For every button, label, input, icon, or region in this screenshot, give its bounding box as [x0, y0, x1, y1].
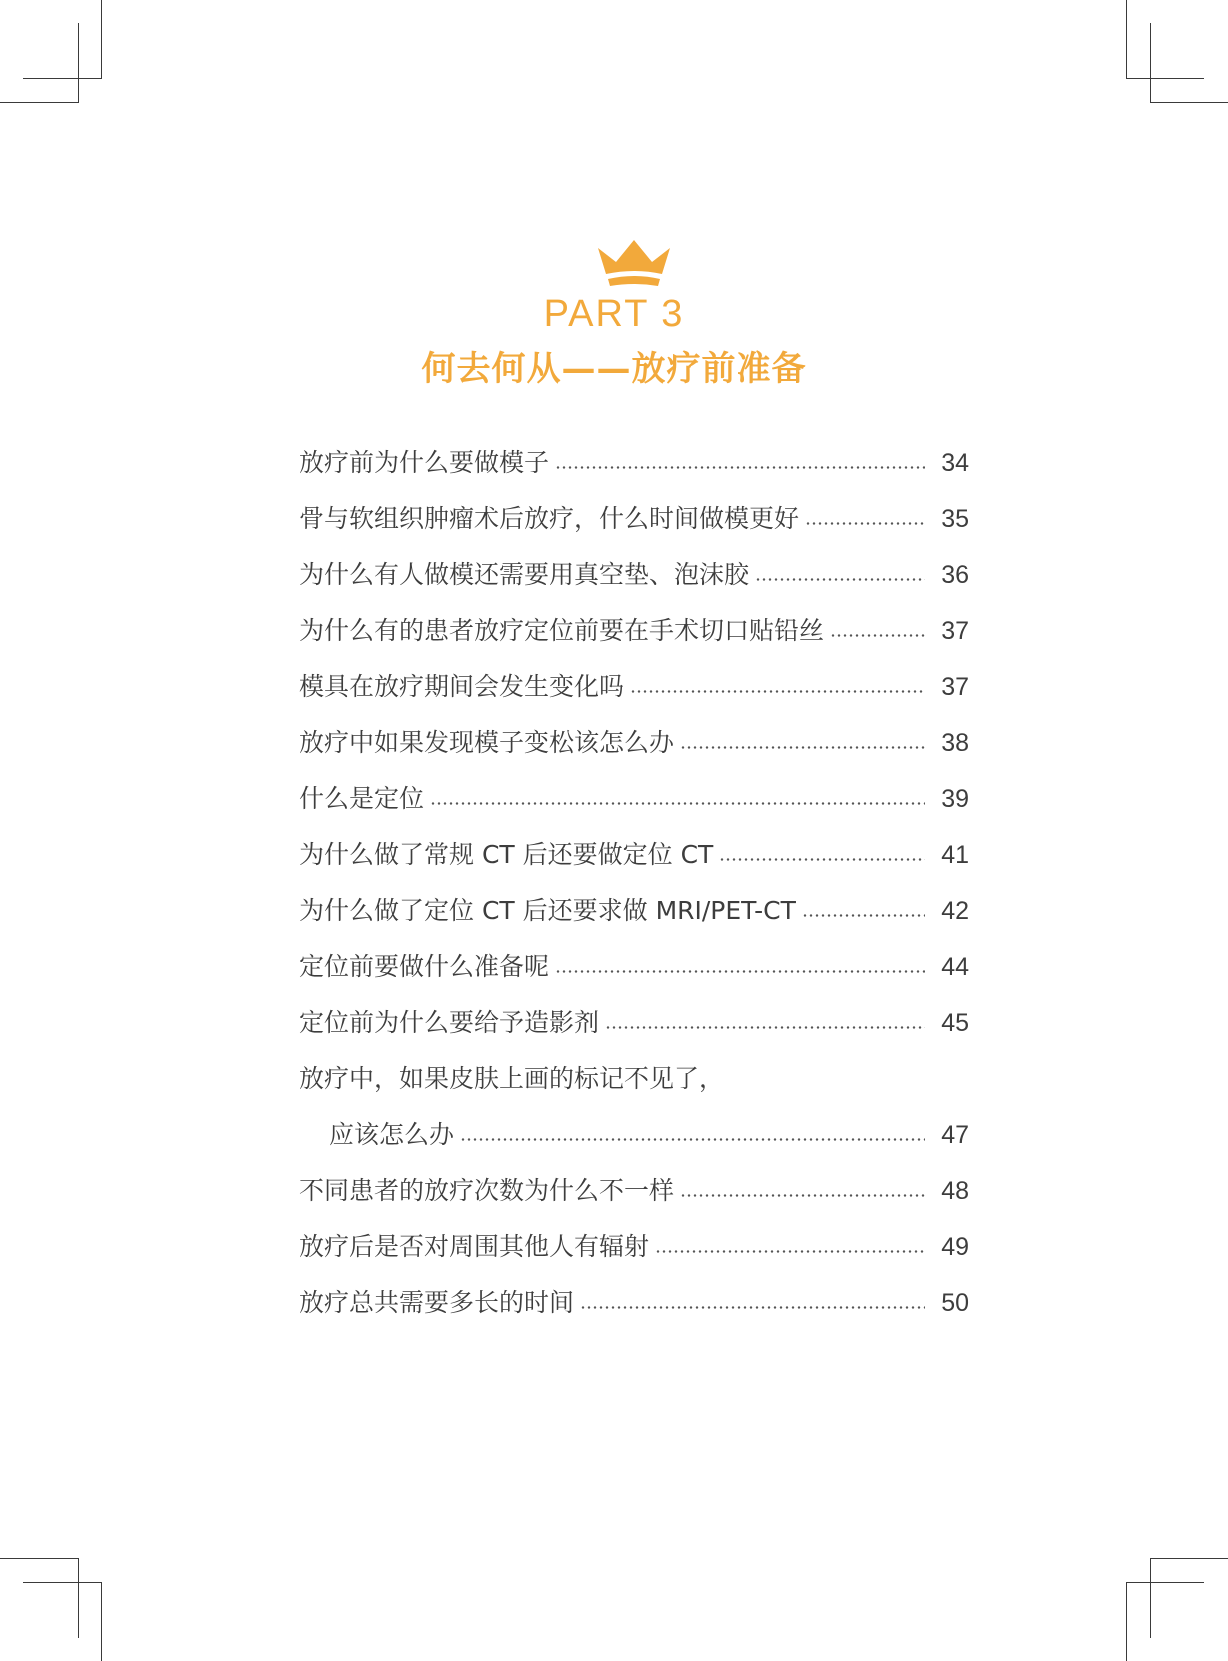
toc-leader-dots	[680, 746, 925, 749]
toc-leader-dots	[805, 522, 925, 525]
toc-leader-dots	[460, 1138, 925, 1141]
toc-entry-page-number: 50	[941, 1289, 969, 1317]
toc-entry-page-number: 45	[941, 1009, 969, 1037]
toc-entry-page-number: 35	[941, 505, 969, 533]
crop-mark-bottom-right	[1150, 1558, 1228, 1559]
toc-entry-title: 放疗前为什么要做模子	[299, 448, 550, 477]
part-label: PART 3	[543, 293, 685, 335]
toc-entry-page-number: 42	[941, 897, 969, 925]
toc-entry[interactable]	[299, 603, 969, 659]
toc-entry-title: 为什么做了常规 CT 后还要做定位 CT	[299, 840, 714, 869]
toc-leader-dots	[755, 578, 925, 581]
table-of-contents	[299, 435, 969, 1331]
crop-mark-top-right	[1126, 78, 1204, 79]
toc-entry-title: 定位前为什么要给予造影剂	[299, 1008, 600, 1037]
toc-entry-title: 放疗总共需要多长的时间	[299, 1288, 575, 1317]
crop-mark-top-right	[1150, 23, 1151, 103]
toc-leader-dots	[655, 1250, 925, 1253]
toc-entry-title: 为什么有的患者放疗定位前要在手术切口贴铅丝	[299, 616, 825, 645]
toc-entry[interactable]	[299, 1275, 969, 1331]
toc-entry[interactable]	[299, 715, 969, 771]
toc-leader-dots	[555, 466, 925, 469]
crown-icon	[596, 238, 672, 290]
toc-leader-dots	[580, 1306, 925, 1309]
toc-entry-title: 骨与软组织肿瘤术后放疗，什么时间做模更好	[299, 504, 800, 533]
toc-entry[interactable]	[299, 1051, 969, 1107]
toc-entry-page-number: 39	[941, 785, 969, 813]
toc-entry[interactable]	[299, 771, 969, 827]
crop-mark-bottom-right	[1150, 1558, 1151, 1638]
toc-entry-title: 放疗中，如果皮肤上画的标记不见了，	[299, 1064, 725, 1093]
crop-mark-top-right	[1150, 102, 1228, 103]
toc-entry-page-number: 49	[941, 1233, 969, 1261]
toc-entry[interactable]	[299, 1163, 969, 1219]
toc-entry-title: 定位前要做什么准备呢	[299, 952, 550, 981]
toc-entry-page-number: 44	[941, 953, 969, 981]
crop-mark-top-left	[0, 102, 78, 103]
toc-entry[interactable]	[299, 547, 969, 603]
crop-mark-top-left	[101, 0, 102, 79]
toc-leader-dots	[802, 914, 925, 917]
toc-entry[interactable]	[299, 1107, 969, 1163]
toc-entry-title: 什么是定位	[299, 784, 425, 813]
toc-entry-page-number: 34	[941, 449, 969, 477]
toc-entry-title: 为什么有人做模还需要用真空垫、泡沫胶	[299, 560, 750, 589]
toc-entry-page-number: 38	[941, 729, 969, 757]
toc-leader-dots	[630, 690, 925, 693]
toc-leader-dots	[680, 1194, 925, 1197]
crop-mark-bottom-right	[1126, 1582, 1204, 1583]
toc-entry-title: 应该怎么办	[329, 1120, 455, 1149]
toc-entry[interactable]	[299, 491, 969, 547]
crop-mark-bottom-left	[0, 1558, 78, 1559]
toc-leader-dots	[555, 970, 925, 973]
toc-entry-title: 不同患者的放疗次数为什么不一样	[299, 1176, 675, 1205]
toc-entry-title: 为什么做了定位 CT 后还要求做 MRI/PET-CT	[299, 896, 796, 925]
toc-leader-dots	[430, 802, 925, 805]
part-title: 何去何从——放疗前准备	[421, 349, 807, 389]
crop-mark-bottom-left	[101, 1582, 102, 1661]
toc-leader-dots	[830, 634, 925, 637]
toc-entry-title: 模具在放疗期间会发生变化吗	[299, 672, 625, 701]
toc-entry[interactable]	[299, 1219, 969, 1275]
toc-entry-title: 放疗中如果发现模子变松该怎么办	[299, 728, 675, 757]
crop-mark-top-left	[23, 78, 101, 79]
toc-entry[interactable]	[299, 659, 969, 715]
toc-entry-page-number: 41	[941, 841, 969, 869]
toc-entry-page-number: 47	[941, 1121, 969, 1149]
toc-entry-page-number: 48	[941, 1177, 969, 1205]
crop-mark-top-right	[1126, 0, 1127, 79]
toc-entry-page-number: 37	[941, 673, 969, 701]
toc-leader-dots	[719, 858, 925, 861]
toc-entry-page-number: 36	[941, 561, 969, 589]
toc-entry-title: 放疗后是否对周围其他人有辐射	[299, 1232, 650, 1261]
toc-entry-page-number: 37	[941, 617, 969, 645]
toc-entry[interactable]	[299, 435, 969, 491]
toc-entry[interactable]	[299, 883, 969, 939]
crop-mark-bottom-right	[1126, 1582, 1127, 1661]
crop-mark-bottom-left	[78, 1558, 79, 1638]
toc-leader-dots	[605, 1026, 925, 1029]
crop-mark-bottom-left	[23, 1582, 101, 1583]
toc-entry[interactable]	[299, 827, 969, 883]
crop-mark-top-left	[78, 23, 79, 103]
toc-entry[interactable]	[299, 939, 969, 995]
toc-entry[interactable]	[299, 995, 969, 1051]
